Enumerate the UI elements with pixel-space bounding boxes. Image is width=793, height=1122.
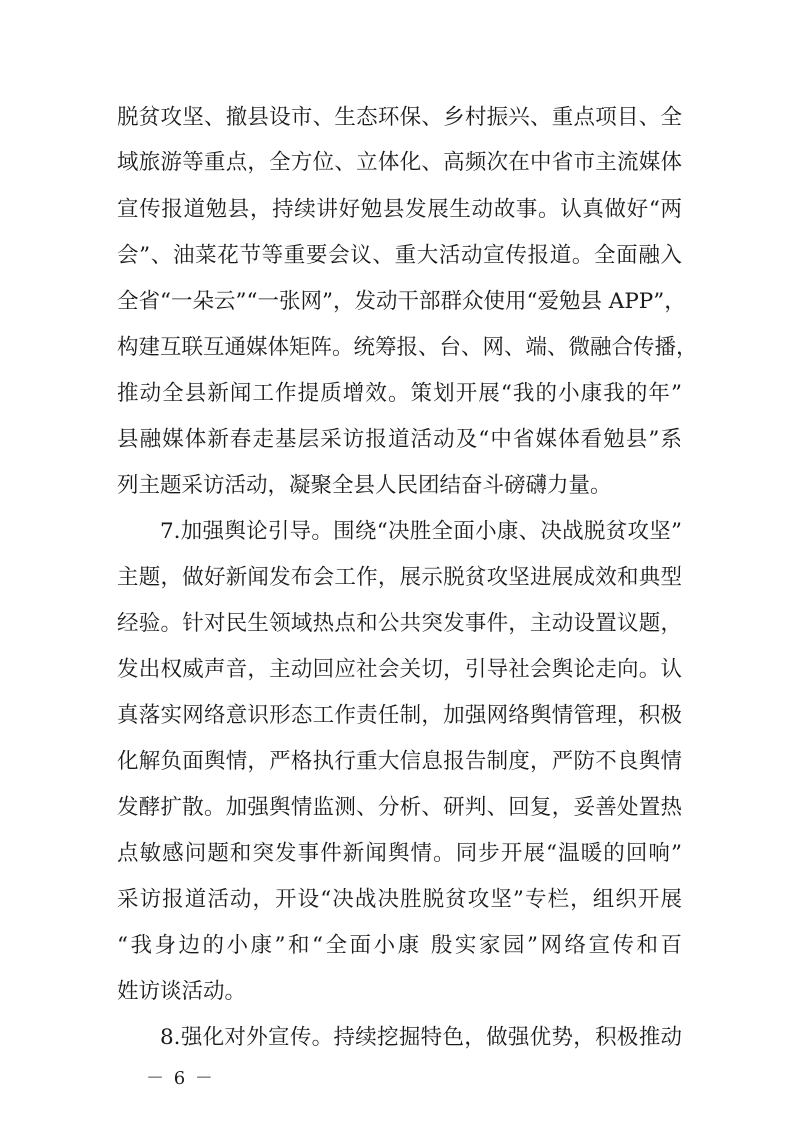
text-line-18: 采访报道活动，开设“决战决胜脱贫攻坚”专栏，组织开展 — [117, 887, 682, 912]
text-line-3: 宣传报道勉县，持续讲好勉县发展生动故事。认真做好“两 — [117, 197, 682, 222]
text-line-5: 全省“一朵云”“一张网”，发动干部群众使用“爱勉县 APP”， — [117, 289, 686, 314]
text-line-20: 姓访谈活动。 — [117, 979, 247, 1004]
paragraph-8-first-line: 8.强化对外宣传。持续挖掘特色，做强优势，积极推动 — [160, 1025, 682, 1050]
text-line-11: 主题，做好新闻发布会工作，展示脱贫攻坚进展成效和典型 — [117, 565, 682, 590]
text-line-8: 县融媒体新春走基层采访报道活动及“中省媒体看勉县”系 — [117, 427, 682, 452]
text-line-19: “我身边的小康”和“全面小康 殷实家园”网络宣传和百 — [117, 933, 682, 958]
text-line-6: 构建互联互通媒体矩阵。统筹报、台、网、端、微融合传播， — [117, 335, 698, 360]
text-line-13: 发出权威声音，主动回应社会关切，引导社会舆论走向。认 — [117, 657, 682, 682]
text-line-2: 域旅游等重点，全方位、立体化、高频次在中省市主流媒体 — [117, 150, 682, 175]
text-line-15: 化解负面舆情，严格执行重大信息报告制度，严防不良舆情 — [117, 749, 682, 774]
text-line-7: 推动全县新闻工作提质增效。策划开展“我的小康我的年” — [117, 381, 682, 406]
text-line-12: 经验。针对民生领域热点和公共突发事件，主动设置议题， — [117, 611, 682, 636]
text-line-16: 发酵扩散。加强舆情监测、分析、研判、回复，妥善处置热 — [117, 795, 682, 820]
paragraph-7-first-line: 7.加强舆论引导。围绕“决胜全面小康、决战脱贫攻坚” — [160, 519, 682, 544]
text-line-1: 脱贫攻坚、撤县设市、生态环保、乡村振兴、重点项目、全 — [117, 105, 682, 130]
text-line-4: 会”、油菜花节等重要会议、重大活动宣传报道。全面融入 — [117, 243, 682, 268]
text-line-14: 真落实网络意识形态工作责任制，加强网络舆情管理，积极 — [117, 703, 682, 728]
page-number: － 6 － — [146, 1068, 215, 1089]
text-line-9: 列主题采访活动，凝聚全县人民团结奋斗磅礴力量。 — [117, 473, 612, 498]
text-line-17: 点敏感问题和突发事件新闻舆情。同步开展“温暖的回响” — [117, 841, 682, 866]
